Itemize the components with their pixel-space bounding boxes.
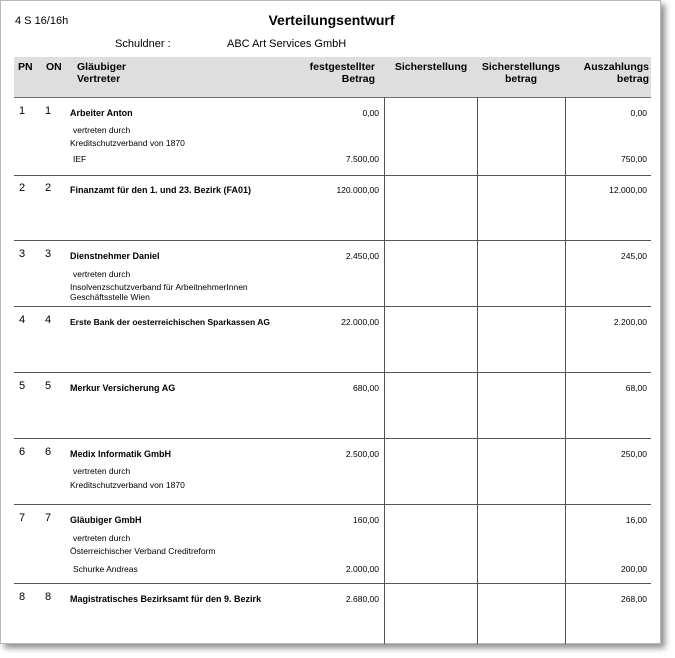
row-on: 1 (45, 105, 52, 117)
column-header-amount: festgestellter Betrag (309, 61, 375, 85)
row-divider (14, 306, 651, 307)
sub-amount: 2.000,00 (345, 564, 379, 574)
row-payout: 0,00 (630, 108, 647, 118)
row-payout: 245,00 (621, 251, 647, 261)
column-divider (477, 97, 478, 644)
sub-payout: 750,00 (621, 154, 647, 164)
sub-creditor-label: IEF (73, 154, 87, 164)
debtor-name: ABC Art Services GmbH (227, 38, 347, 50)
row-amount: 22.000,00 (341, 317, 379, 327)
row-payout: 268,00 (621, 594, 647, 604)
row-payout: 68,00 (625, 383, 647, 393)
page-title: Verteilungsentwurf (268, 12, 395, 28)
row-payout: 2.200,00 (613, 317, 647, 327)
row-pn: 3 (19, 248, 26, 260)
row-divider (14, 175, 651, 176)
column-header-security: Sicherstellung (394, 61, 468, 73)
row-divider (14, 240, 651, 241)
row-divider (14, 438, 651, 439)
row-amount: 160,00 (353, 515, 379, 525)
representative-name: Insolvenzschutzverband für ArbeitnehmerInnen (70, 282, 248, 292)
row-on: 6 (45, 446, 52, 458)
row-payout: 250,00 (621, 449, 647, 459)
row-payout: 16,00 (625, 515, 647, 525)
representative-label: vertreten durch (73, 269, 131, 279)
row-pn: 6 (19, 446, 26, 458)
column-header-creditor: Gläubiger Vertreter (77, 61, 127, 85)
representative-label: vertreten durch (73, 466, 131, 476)
creditor-name: Gläubiger GmbH (70, 515, 142, 525)
row-divider (14, 504, 651, 505)
representative-branch: Geschäftsstelle Wien (70, 292, 150, 302)
creditor-name: Finanzamt für den 1. und 23. Bezirk (FA01) (70, 185, 252, 195)
representative-label: vertreten durch (73, 533, 131, 543)
row-pn: 7 (19, 512, 26, 524)
column-header-payout: Auszahlungs betrag (583, 61, 649, 85)
row-on: 4 (45, 314, 52, 326)
column-header-pn: PN (18, 61, 33, 73)
representative-name: Österreichischer Verband Creditreform (70, 546, 216, 556)
sub-payout: 200,00 (621, 564, 647, 574)
column-divider (565, 97, 566, 644)
column-header-on: ON (46, 61, 62, 73)
representative-name: Kreditschutzverband von 1870 (70, 480, 185, 490)
representative-label: vertreten durch (73, 125, 131, 135)
row-amount: 680,00 (353, 383, 379, 393)
column-divider (384, 97, 385, 644)
row-amount: 2.680,00 (345, 594, 379, 604)
creditor-name: Erste Bank der oesterreichischen Sparkassen AG (70, 317, 270, 327)
row-amount: 2.450,00 (345, 251, 379, 261)
sub-creditor-label: Schurke Andreas (73, 564, 138, 574)
row-pn: 2 (19, 182, 26, 194)
row-divider (14, 583, 651, 584)
creditor-name: Medix Informatik GmbH (70, 449, 172, 459)
creditor-name: Arbeiter Anton (70, 108, 133, 118)
row-pn: 8 (19, 591, 26, 603)
sub-amount: 7.500,00 (345, 154, 379, 164)
row-pn: 5 (19, 380, 26, 392)
row-pn: 1 (19, 105, 26, 117)
creditor-name: Magistratisches Bezirksamt für den 9. Bezirk (70, 594, 262, 604)
row-on: 3 (45, 248, 52, 260)
column-header-security-amount: Sicherstellungs betrag (481, 61, 561, 85)
row-payout: 12.000,00 (609, 185, 647, 195)
creditor-name: Dienstnehmer Daniel (70, 251, 160, 261)
creditor-name: Merkur Versicherung AG (70, 383, 176, 393)
row-on: 2 (45, 182, 52, 194)
row-pn: 4 (19, 314, 26, 326)
row-amount: 120.000,00 (336, 185, 379, 195)
row-on: 7 (45, 512, 52, 524)
row-on: 8 (45, 591, 52, 603)
case-reference: 4 S 16/16h (15, 15, 69, 27)
row-on: 5 (45, 380, 52, 392)
debtor-label: Schuldner : (115, 38, 171, 50)
row-amount: 2.500,00 (345, 449, 379, 459)
representative-name: Kreditschutzverband von 1870 (70, 138, 185, 148)
row-amount: 0,00 (362, 108, 379, 118)
row-divider (14, 372, 651, 373)
